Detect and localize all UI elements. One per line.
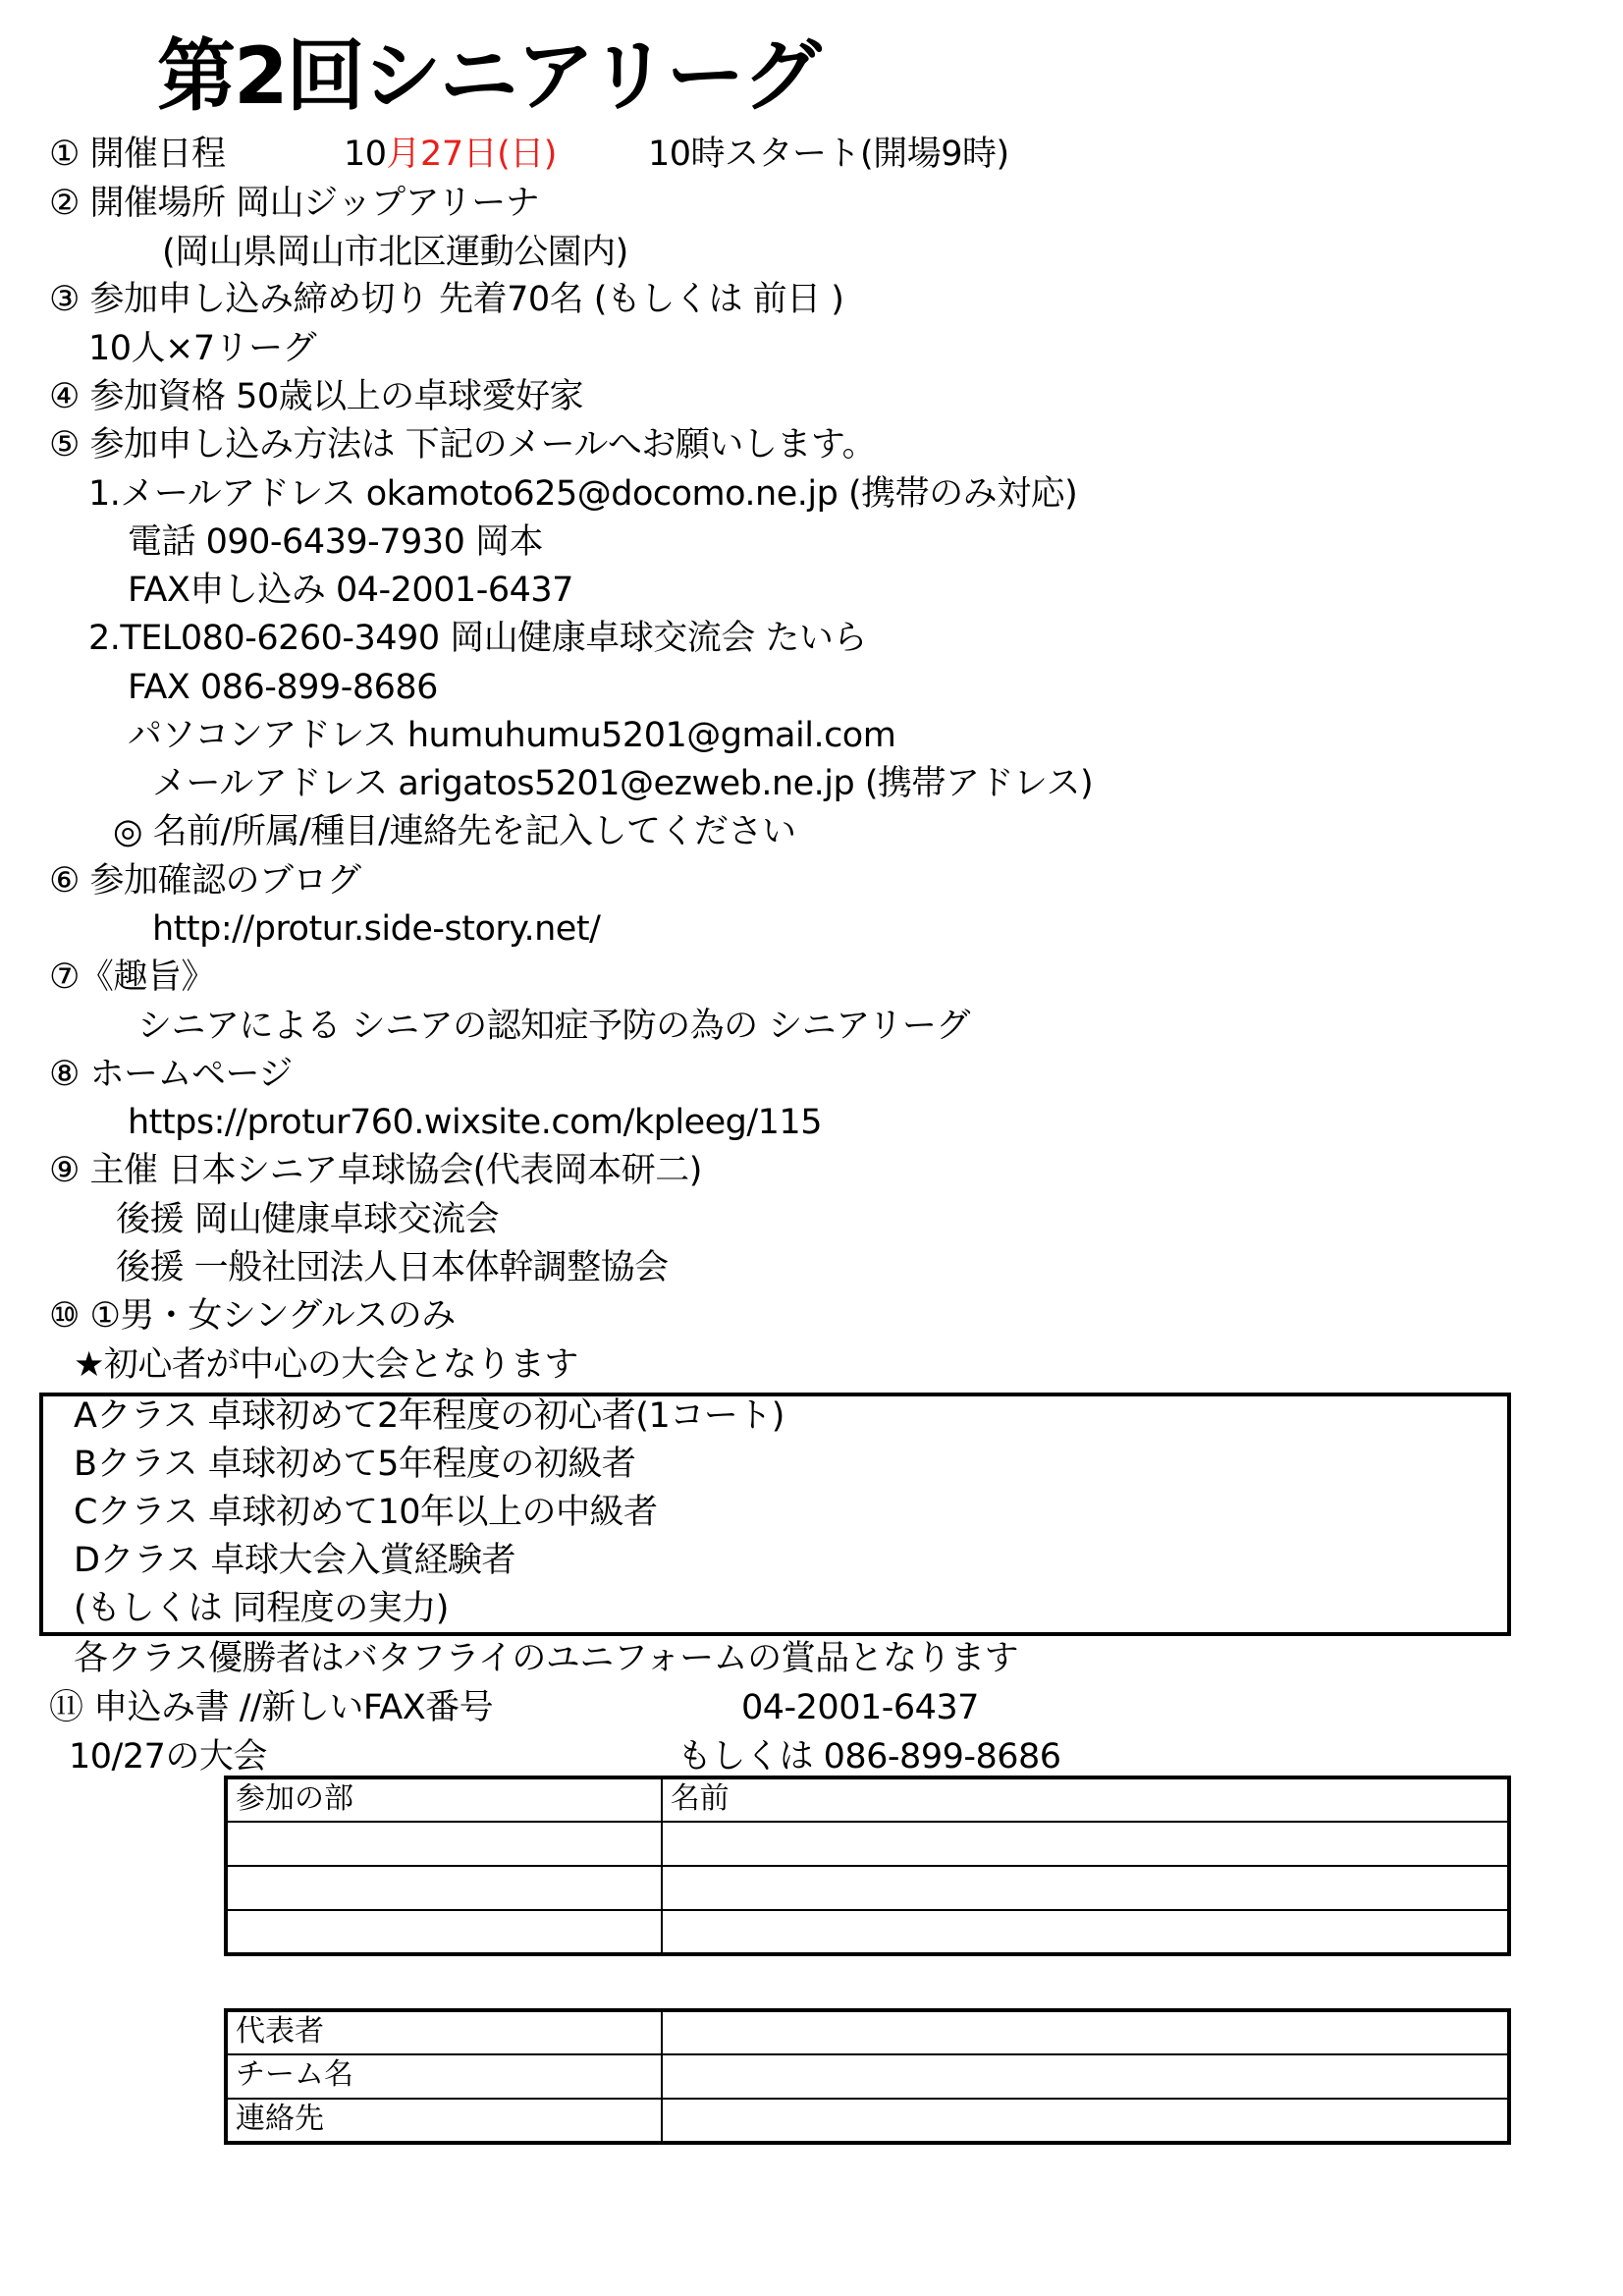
sponsor-1: 後援 岡山健康卓球交流会	[116, 1200, 500, 1239]
fax-1: FAX申し込み 04-2001-6437	[128, 571, 573, 610]
entry-name-header: 名前	[662, 1777, 1509, 1822]
entry-table	[224, 1776, 1511, 1956]
homepage-heading: ⑧ ホームページ	[49, 1055, 293, 1094]
entry-name-cell[interactable]	[662, 1822, 1509, 1866]
mobile-email: メールアドレス arigatos5201@ezweb.ne.jp (携帯アドレス)	[152, 764, 1094, 803]
prize-note: 各クラス優勝者はバタフライのユニフォームの賞品となります	[74, 1639, 1019, 1678]
table-row	[226, 2010, 1509, 2054]
event-date-label: 10/27の大会	[69, 1737, 267, 1777]
table-row	[226, 1866, 1509, 1910]
representative-cell[interactable]	[662, 2010, 1509, 2054]
contact-label: 連絡先	[226, 2099, 662, 2143]
fill-instructions: ◎ 名前/所属/種目/連絡先を記入してください	[113, 812, 796, 851]
alt-fax-number: もしくは 086-899-8686	[677, 1737, 1061, 1777]
phone-1: 電話 090-6439-7930 岡本	[128, 522, 543, 562]
schedule-date-prefix: 10	[344, 135, 387, 174]
schedule-date	[344, 137, 557, 172]
organizer: ⑨ 主催 日本シニア卓球協会(代表岡本研二)	[49, 1151, 702, 1190]
entry-name-cell[interactable]	[662, 1910, 1509, 1954]
beginner-note: ★初心者が中心の大会となります	[74, 1345, 578, 1385]
class-d-note: (もしくは 同程度の実力)	[74, 1589, 449, 1628]
contact-table	[224, 2008, 1511, 2145]
purpose-text: シニアによる シニアの認知症予防の為の シニアリーグ	[137, 1007, 970, 1046]
schedule-date-day: (日)	[497, 135, 557, 174]
team-name-label: チーム名	[226, 2054, 662, 2099]
team-name-cell[interactable]	[662, 2054, 1509, 2099]
homepage-url[interactable]: https://protur760.wixsite.com/kpleeg/115	[128, 1103, 822, 1142]
venue-address: (岡山県岡山市北区運動公園内)	[162, 233, 628, 272]
application-method: ⑤ 参加申し込み方法は 下記のメールへお願いします。	[49, 425, 877, 465]
tel-2: 2.TEL080-6260-3490 岡山健康卓球交流会 たいら	[88, 619, 867, 658]
contact-cell[interactable]	[662, 2099, 1509, 2143]
purpose-heading: ⑦《趣旨》	[49, 957, 215, 997]
entry-name-cell[interactable]	[662, 1866, 1509, 1910]
entry-division-header: 参加の部	[226, 1777, 662, 1822]
page-title: 第2回シニアリーグ	[157, 30, 820, 122]
entry-division-cell[interactable]	[226, 1910, 662, 1954]
blog-heading: ⑥ 参加確認のブログ	[49, 861, 361, 901]
sponsor-2: 後援 一般社団法人日本体幹調整協会	[116, 1248, 669, 1287]
new-fax-number: 04-2001-6437	[741, 1688, 979, 1727]
class-c: Cクラス 卓球初めて10年以上の中級者	[74, 1493, 658, 1532]
table-row	[226, 1910, 1509, 1954]
table-row	[226, 2099, 1509, 2143]
fax-2: FAX 086-899-8686	[128, 668, 438, 707]
events: ⑩ ①男・女シングルスのみ	[49, 1296, 456, 1336]
pc-email: パソコンアドレス humuhumu5201@gmail.com	[128, 716, 896, 755]
schedule-start: 10時スタート(開場9時)	[648, 135, 1009, 174]
eligibility: ④ 参加資格 50歳以上の卓球愛好家	[49, 377, 584, 416]
table-row	[226, 2054, 1509, 2099]
table-row	[226, 1777, 1509, 1822]
league-count: 10人×7リーグ	[88, 329, 317, 368]
email-1: 1.メールアドレス okamoto625@docomo.ne.jp (携帯のみ対応)	[88, 474, 1078, 514]
venue: ② 開催場所 岡山ジップアリーナ	[49, 184, 540, 223]
class-b: Bクラス 卓球初めて5年程度の初級者	[74, 1445, 636, 1484]
table-row	[226, 1822, 1509, 1866]
entry-division-cell[interactable]	[226, 1822, 662, 1866]
class-a: Aクラス 卓球初めて2年程度の初心者(1コート)	[74, 1396, 784, 1436]
class-d: Dクラス 卓球大会入賞経験者	[74, 1541, 516, 1580]
schedule-date-red: 月27日	[386, 135, 498, 174]
blog-url[interactable]: http://protur.side-story.net/	[152, 909, 601, 949]
schedule-label: ① 開催日程	[49, 135, 226, 174]
application-form-heading: ⑪ 申込み書 //新しいFAX番号	[49, 1688, 494, 1727]
representative-label: 代表者	[226, 2010, 662, 2054]
deadline: ③ 参加申し込み締め切り 先着70名 (もしくは 前日 )	[49, 280, 844, 319]
entry-division-cell[interactable]	[226, 1866, 662, 1910]
